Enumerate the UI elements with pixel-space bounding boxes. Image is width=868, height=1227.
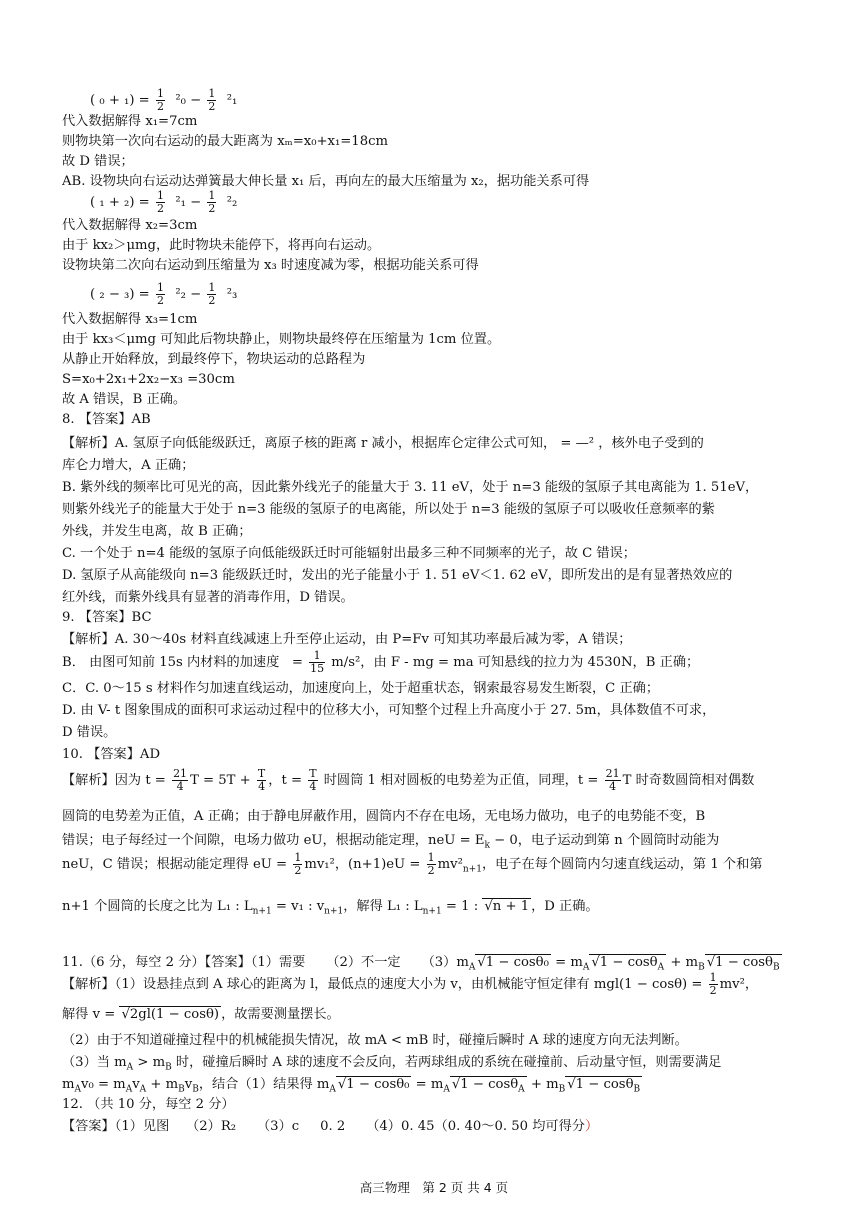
equation-line: 解得 v = √2gl(1 − cosθ) ，故需要测量摆长。 — [62, 1007, 340, 1022]
answer-heading: 10. 【答案】AD — [62, 747, 161, 762]
equation-line: 错误；电子每经过一个间隙，电场力做功 eU，根据动能定理，neU = $E_k - 0$，电子运动到第 n 个圆筒时动能为 — [62, 833, 720, 851]
text-line: 则物块第一次向右运动的最大距离为 xₘ=x₀+x₁=18cm — [62, 134, 388, 149]
text-line: 由于 kx₃＜μmg 可知此后物块静止，则物块最终停在压缩量为 1cm 位置。 — [62, 332, 501, 347]
text-line: D. 由 V- t 图象围成的面积可求运动过程中的位移大小，可知整个过程上升高度小于 27. 5m，具体数值不可求， — [62, 703, 716, 718]
equation-line: neU，C 错误；根据动能定理得 eU = $\frac{1}{2}$ mv₁²，(n+1)eU = $\frac{1}{2}$ $mv^2_{n+1}$，电子在每个圆筒内匀速直线运动，第 1 个和第 — [62, 851, 763, 877]
equation-line: ( ₁ + ₂) = $\frac{1}{2}$ ²₁ − $\frac{1}{2}$ ²₂ — [90, 190, 238, 215]
text-line: （2）由于不知道碰撞过程中的机械能损失情况，故 mA < mB 时，碰撞后瞬时 A 球的速度方向无法判断。 — [62, 1033, 688, 1048]
equation-line: $m_Av_0 = m_Av_A + m_Bv_B$，结合（1）结果得 $m_A$ $√1 - \cos\theta_0 = m_A$ $√1 - \cos\theta_A + m_B$ √1 − cosθ$_B$ — [62, 1077, 641, 1095]
text-line: S=x₀+2x₁+2x₂−x₃ =30cm — [62, 372, 235, 387]
equation-line: B． 由图可知前 15s 内材料的加速度 = $\frac{1}{15}$ m/s²，由 F - mg = ma 可知悬线的拉力为 4530N，B 正确； — [62, 650, 700, 675]
answer-heading: 12. （共 10 分，每空 2 分） — [62, 1097, 235, 1112]
text-line: 【解析】A. 30～40s 材料直线减速上升至停止运动，由 P=Fv 可知其功率最后减为零，A 错误； — [62, 632, 632, 647]
page-footer: 高三物理 第 2 页 共 4 页 — [359, 1180, 509, 1195]
text-line: 圆筒的电势差为正值，A 正确；由于静电屏蔽作用，圆筒内不存在电场，无电场力做功，电子的电势能不变，B — [62, 809, 706, 824]
text-line: 代入数据解得 x₁=7cm — [62, 114, 198, 129]
text-line: C．C. 0～15 s 材料作匀加速直线运动，加速度向上，处于超重状态，钢索最容易发生断裂，C 正确； — [62, 681, 660, 696]
equation-line: ( ₂ − ₃) = $\frac{1}{2}$ ²₂ − $\frac{1}{2}$ ²₃ — [90, 282, 238, 307]
text-line: 【解析】A. 氢原子向低能级跃迁，离原子核的距离 r 减小，根据库仑定律公式可知， = —² ，核外电子受到的 — [62, 436, 704, 451]
text-line: 则紫外线光子的能量大于处于 n=3 能级的氢原子的电离能，所以处于 n=3 能级的氢原子可以吸收任意频率的紫 — [62, 502, 715, 517]
text-line: B. 紫外线的频率比可见光的高，因此紫外线光子的能量大于 3. 11 eV，处于 n=3 能级的氢原子其电离能为 1. 51eV， — [62, 480, 759, 495]
equation-line: （3）当 $m_A > m_B$ 时，碰撞后瞬时 A 球的速度不会反向，若两球组成的系统在碰撞前、后动量守恒，则需要满足 — [62, 1055, 722, 1073]
text-line: 故 D 错误； — [62, 154, 134, 169]
equation-line: n+1 个圆筒的长度之比为 L₁ : $L_{n+1} = v_1$ : $v_{n+1}$，解得 L₁ : $L_{n+1} = 1$ : √n + 1 ，D 正确。 — [62, 899, 599, 917]
text-line: 由于 kx₂＞μmg，此时物块未能停下，将再向右运动。 — [62, 238, 381, 253]
text-line: 设物块第二次向右运动到压缩量为 x₃ 时速度减为零，根据功能关系可得 — [62, 258, 479, 273]
text-line: D. 氢原子从高能级向 n=3 能级跃迁时，发出的光子能量小于 1. 51 eV＜1. 62 eV，即所发出的是有显著热效应的 — [62, 568, 733, 583]
equation-line: 【解析】因为 t = $\frac{21}{4}$ T = 5T + $\frac{T}{4}$ ，t = $\frac{T}{4}$ 时圆筒 1 相对圆板的电势差为正值，同理，t = $\frac{21}{4}$ T 时奇数圆筒相对偶数 — [62, 767, 755, 793]
text-line: 红外线，而紫外线具有显著的消毒作用，D 错误。 — [62, 590, 354, 605]
equation-line: ( ₀ + ₁) = $\frac{1}{2}$ ²₀ − $\frac{1}{2}$ ²₁ — [90, 88, 238, 113]
text-line: 故 A 错误，B 正确。 — [62, 392, 187, 407]
text-line: 从静止开始释放，到最终停下，物块运动的总路程为 — [62, 352, 366, 367]
text-line: C. 一个处于 n=4 能级的氢原子向低能级跃迁时可能辐射出最多三种不同频率的光子，故 C 错误； — [62, 546, 636, 561]
text-line: 代入数据解得 x₃=1cm — [62, 312, 198, 327]
equation-line: 11.（6 分，每空 2 分）【答案】（1）需要 （2）不一定 $(3)m_A$ $√1 - \cos\theta_0 = m_A$ $√1 - \cos\theta_A + m_B$ √1 − cosθ$_B$ — [62, 955, 780, 973]
equation-line: 【答案】（1）见图 （2）R₂ （3）c 0. 2 （4）0. 45（0. 40～0. 50 均可得分） — [62, 1119, 599, 1134]
equation-line: 【解析】（1）设悬挂点到 A 球心的距离为 l，最低点的速度大小为 v，由机械能守恒定律有 mgl(1 − cosθ) = $\frac{1}{2}$ mv²， — [62, 971, 759, 997]
answer-heading: 8. 【答案】AB — [62, 412, 151, 427]
text-line: 库仑力增大，A 正确； — [62, 458, 195, 473]
text-line: 代入数据解得 x₂=3cm — [62, 218, 198, 233]
answer-heading: 9. 【答案】BC — [62, 610, 152, 625]
text-line: D 错误。 — [62, 725, 117, 740]
text-line: AB. 设物块向右运动达弹簧最大伸长量 x₁ 后，再向左的最大压缩量为 x₂，据功能关系可得 — [62, 174, 590, 189]
text-line: 外线，并发生电离，故 B 正确； — [62, 524, 252, 539]
